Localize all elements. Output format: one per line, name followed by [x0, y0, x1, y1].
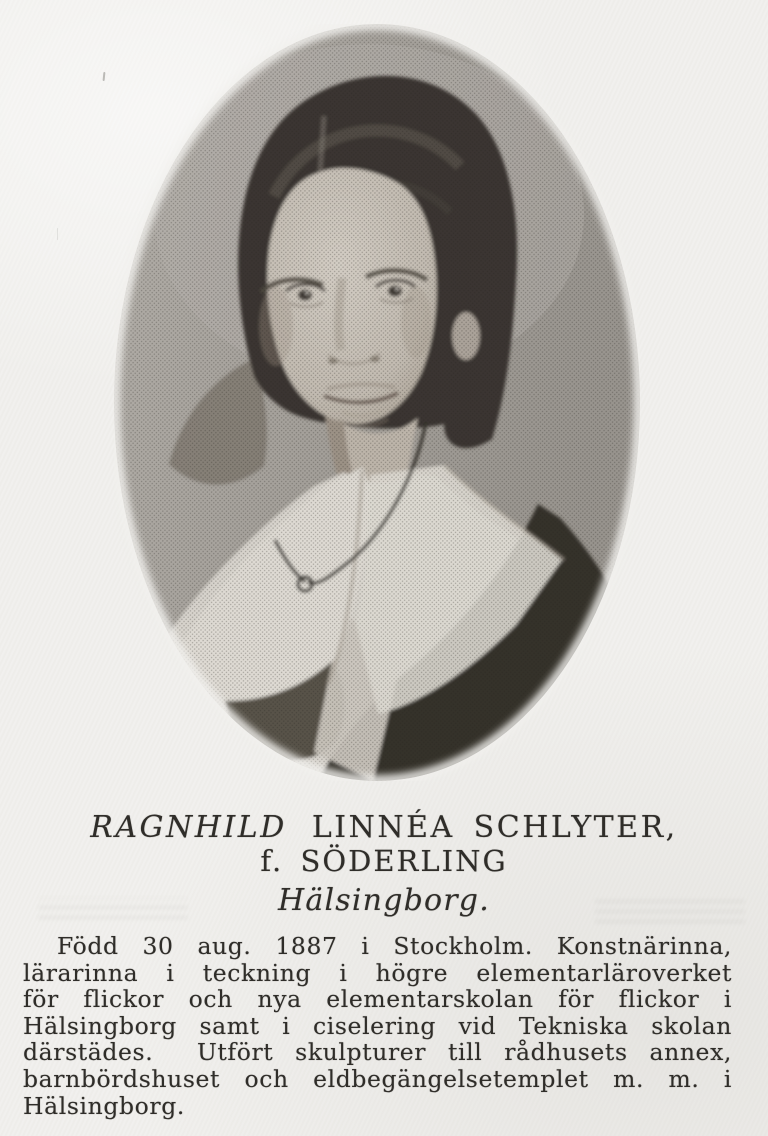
- person-name-heading: [0, 811, 768, 845]
- bio-line: Hälsingborg samt i ciselering vid Tekniska skolan: [23, 1011, 732, 1040]
- bio-line: för flickor och nya elementarskolan för flickor i: [23, 985, 732, 1014]
- bio-line: Hälsingborg.: [23, 1091, 185, 1120]
- bio-line: lärarinna i teckning i högre elementarläroverket: [23, 958, 732, 987]
- surname-roman: LINNÉA SCHLYTER,: [311, 810, 678, 845]
- given-name-italic: RAGNHILD: [90, 810, 287, 845]
- portrait-photo: [114, 24, 640, 781]
- portrait-svg: [114, 24, 640, 781]
- city-heading: Hälsingborg.: [278, 883, 490, 918]
- biography-paragraph: [23, 933, 732, 1119]
- bio-line: därstädes. Utfört skulpturer till rådhusets annex,: [23, 1038, 732, 1067]
- paper-speck: [57, 228, 58, 240]
- bio-line: Född 30 aug. 1887 i Stockholm. Konstnärinna,: [57, 932, 732, 960]
- maiden-name-heading: f. SÖDERLING: [260, 844, 508, 878]
- bio-line: barnbördshuset och eldbegängelsetemplet m. m. i: [23, 1064, 732, 1093]
- paper-speck: [103, 72, 106, 81]
